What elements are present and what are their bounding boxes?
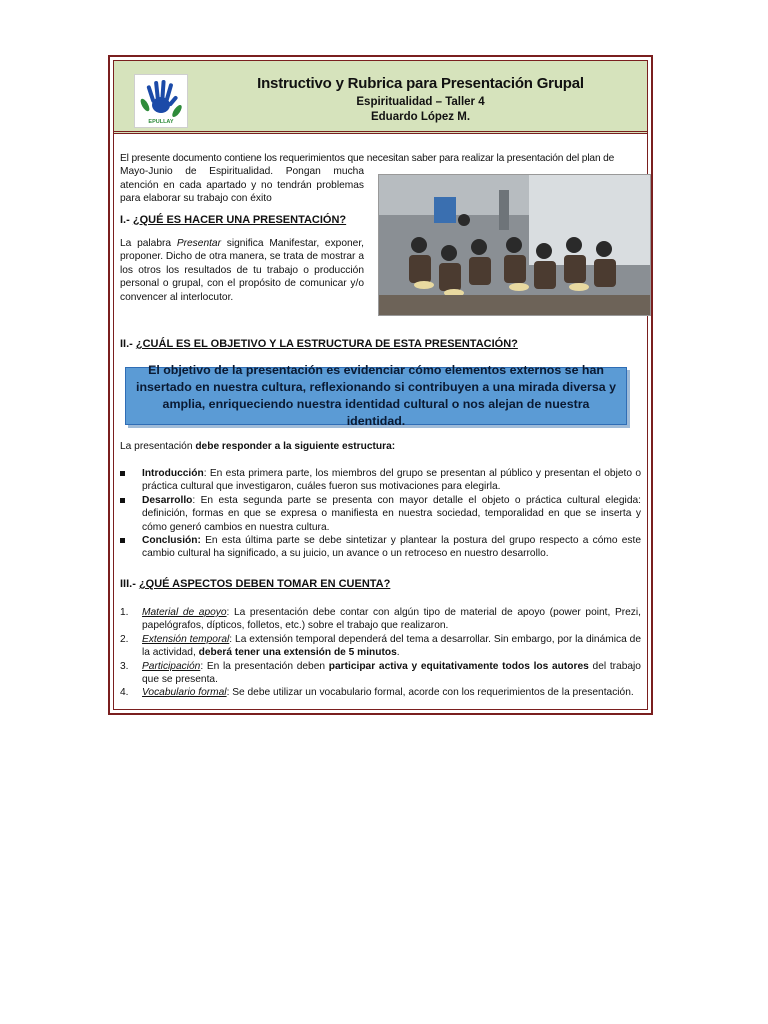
section-1-title: ¿QUÉ ES HACER UNA PRESENTACIÓN? (132, 213, 347, 226)
bullet-icon (120, 498, 125, 503)
section-1-heading: I.- ¿QUÉ ES HACER UNA PRESENTACIÓN? (120, 213, 347, 226)
intro-line-2: Mayo-Junio de Espiritualidad. Pongan mucha atención en cada apartado y no tendrán problemas para elaborar su trabajo con éxito (120, 166, 364, 205)
structure-intro: La presentación debe responder a la siguiente estructura: (120, 441, 396, 452)
list-item: Desarrollo: En esta segunda parte se presenta con mayor detalle el objeto o práctica cultural elegida: definición, formas en que se expresa o manifiesta en nuestra sociedad, temporalidad en que se inserta y cómo generó cambios en nuestra cultura. (120, 494, 641, 534)
document-inner-border (113, 60, 648, 710)
structure-list (120, 467, 641, 561)
list-item: Introducción: En esta primera parte, los miembros del grupo se presentan al público y presentan el objeto o práctica cultural que investigaron, cuáles fueron sus motivaciones para elegirla. (120, 467, 641, 494)
document-title: Instructivo y Rubrica para Presentación Grupal (257, 75, 584, 92)
list-item: 2. Extensión temporal: La extensión temporal dependerá del tema a desarrollar. Sin embargo, por la dinámica de la actividad, deberá tener una extensión de 5 minutos. (120, 633, 641, 659)
section-2-heading: II.- ¿CUÁL ES EL OBJETIVO Y LA ESTRUCTURA DE ESTA PRESENTACIÓN? (120, 338, 518, 350)
objective-callout: El objetivo de la presentación es evidenciar cómo elementos externos se han insertado en nuestra cultura, reflexionando si contribuyen a una mirada diversa y amplia, enriqueciendo nuestra identidad cultural o nos alejan de nuestra identidad. (125, 367, 627, 425)
intro-line-1: El presente documento contiene los requerimientos que necesitan saber para realizar la presentación del plan de (120, 153, 615, 164)
meeting-photo (378, 174, 651, 316)
list-item: 3. Participación: En la presentación deben participar activa y equitativamente todos los autores del trabajo que se presenta. (120, 660, 641, 686)
document-body (120, 152, 641, 699)
section-2-title: ¿CUÁL ES EL OBJETIVO Y LA ESTRUCTURA DE ESTA PRESENTACIÓN? (135, 338, 518, 350)
section-3-title: ¿QUÉ ASPECTOS DEBEN TOMAR EN CUENTA? (138, 578, 391, 590)
document-author: Eduardo López M. (370, 111, 471, 123)
document-subtitle: Espiritualidad – Taller 4 (356, 96, 485, 108)
bullet-icon (120, 538, 125, 543)
school-logo (134, 74, 188, 128)
list-item: Conclusión: En esta última parte se debe sintetizar y plantear la postura del grupo respecto a cómo este cambio cultural ha significado, a su juicio, un avance o un retroceso en nuestro desarrollo. (120, 534, 641, 561)
document-frame (108, 55, 653, 715)
svg-text:EPULLAY: EPULLAY (148, 119, 174, 125)
bullet-icon (120, 471, 125, 476)
section-3-heading: III.- ¿QUÉ ASPECTOS DEBEN TOMAR EN CUENTA? (120, 578, 391, 590)
hand-logo-icon (135, 75, 187, 127)
list-item: 1. Material de apoyo: La presentación debe contar con algún tipo de material de apoyo (power point, Prezi, papelógrafos, dípticos, folletos, etc.) sobre el trabajo que realizaron. (120, 607, 641, 632)
document-header (114, 61, 647, 134)
aspects-list (120, 606, 641, 700)
meeting-room-image-icon (379, 175, 650, 315)
list-item: 4. Vocabulario formal: Se debe utilizar un vocabulario formal, acorde con los requerimientos de la presentación. (120, 687, 634, 699)
section-1-text: La palabra Presentar significa Manifestar, exponer, proponer. Dicho de otra manera, se trata de mostrar a los otros los resultados de tu trabajo o producción personal o grupal, con el propósito de comunicar y/o convencer al interlocutor. (120, 238, 364, 303)
